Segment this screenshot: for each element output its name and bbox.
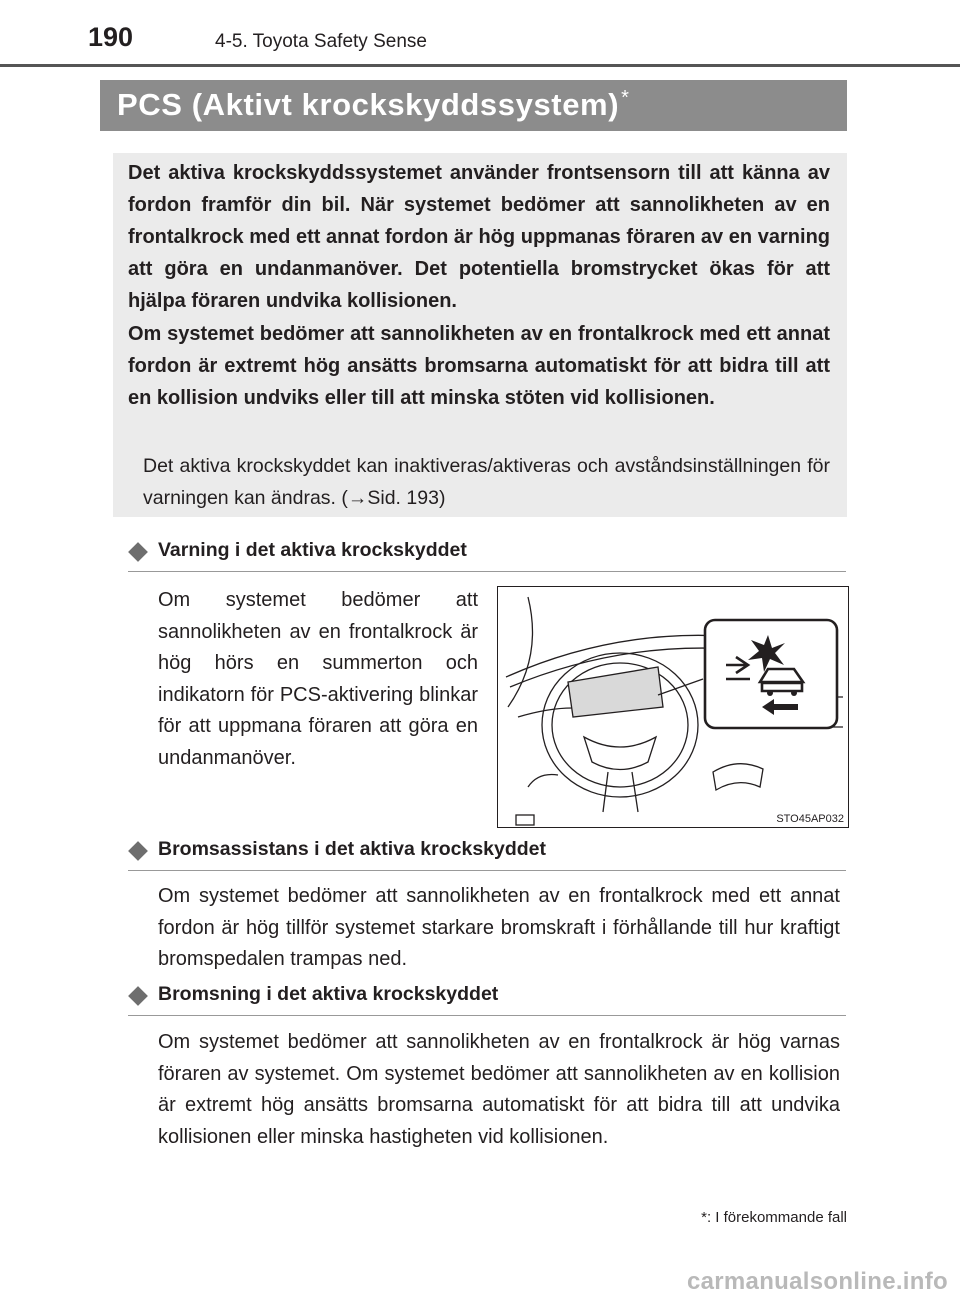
asterisk-icon: * — [701, 1209, 707, 1226]
subsection-title: Bromsassistans i det aktiva krockskyddet — [158, 838, 547, 860]
diamond-bullet-icon — [128, 986, 148, 1006]
subsection-heading — [128, 838, 846, 871]
page-ref-link[interactable]: Sid. 193 — [367, 487, 439, 509]
intro-box — [113, 153, 847, 517]
intro-paragraph-1: Det aktiva krockskyddssystemet använder frontsensorn till att känna av fordon framför din bil. När systemet bedömer att sannolikheten av en frontalkrock med ett annat fordon är hög uppmanas föraren av en varning att göra en undanmanöver. Det potentiella bromstrycket ökas för att hjälpa föraren undvika kollisionen. — [128, 162, 830, 312]
section-title-bar — [100, 80, 847, 131]
diamond-bullet-icon — [128, 841, 148, 861]
subsection-body: Om systemet bedömer att sannolikheten av en frontalkrock är hög varnas föraren av systemet. Om systemet bedömer att sannolikheten av en kollision är extremt hög ansätts bromsarna automatiskt för att bidra till att undvika kollisionen eller minska hastigheten vid kollisionen. — [158, 1031, 840, 1148]
page-ref-arrow-icon: → — [347, 487, 368, 509]
footnote: *: I förekommande fall — [701, 1209, 847, 1226]
diamond-bullet-icon — [128, 542, 148, 562]
subsection-heading — [128, 539, 846, 572]
section-title: PCS (Aktivt krockskyddssystem) * — [117, 87, 630, 122]
watermark: carmanualsonline.info — [686, 1268, 948, 1295]
chapter-title: 4-5. Toyota Safety Sense — [215, 31, 427, 52]
dashboard-illustration — [497, 586, 849, 828]
figure-code: STO45AP032 — [776, 813, 844, 825]
dashboard-drawing — [498, 587, 848, 827]
asterisk-marker: * — [621, 87, 630, 109]
page-number: 190 — [88, 22, 134, 52]
subsection-body: Om systemet bedömer att sannolikheten av en frontalkrock med ett annat fordon är hög tillför systemet starkare bromskraft i förhållande till hur kraftigt bromspedalen trampas ned. — [158, 885, 840, 970]
subsection-body: Om systemet bedömer att sannolikheten av en frontalkrock är hög hörs en summerton och indikatorn för PCS-aktivering blinkar för att uppmana föraren att göra en undanmanöver. — [158, 589, 478, 769]
intro-paragraph-2: Om systemet bedömer att sannolikheten av en frontalkrock med ett annat fordon är extremt hög ansätts bromsarna automatiskt för att bidra till att en kollision undviks eller till att minska stöten vid kollisionen. — [128, 323, 830, 409]
header-rule — [0, 64, 960, 67]
subsection-title: Varning i det aktiva krockskyddet — [158, 539, 467, 561]
subsection-title: Bromsning i det aktiva krockskyddet — [158, 983, 499, 1005]
intro-paragraph-3: Det aktiva krockskyddet kan inaktiveras/aktiveras och avståndsinställningen för varningen kan ändras. (→Sid. 193) — [143, 455, 830, 509]
subsection-heading — [128, 983, 846, 1016]
